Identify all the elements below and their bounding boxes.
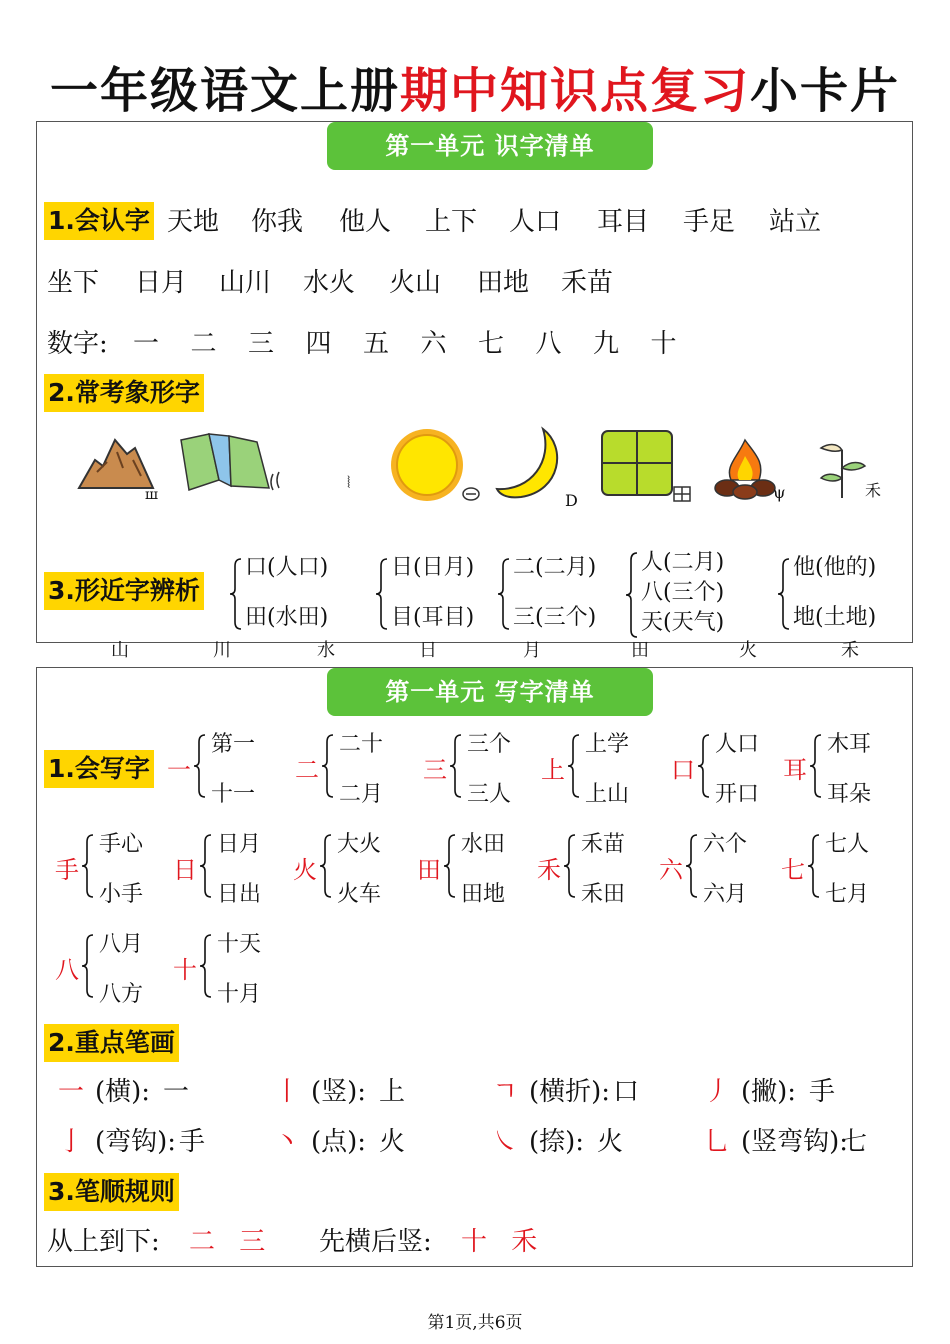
similar-word: 目(耳目) xyxy=(391,605,475,630)
write-word: 田地 xyxy=(461,882,506,907)
similar-word: 人(二月) xyxy=(641,550,725,575)
similar-word: 八(三个) xyxy=(641,580,725,605)
brace-icon xyxy=(777,558,791,630)
similar-word: 天(天气) xyxy=(641,610,725,635)
recognize-word: 你我 xyxy=(251,207,304,237)
write-word: 开口 xyxy=(715,782,760,807)
stroke-mark: 丨 xyxy=(273,1077,300,1107)
recognize-word: 手足 xyxy=(683,207,736,237)
write-char: 上 xyxy=(541,756,565,784)
brace-icon xyxy=(809,734,823,798)
write-word: 十天 xyxy=(217,932,262,957)
pictograph-caption: 山 xyxy=(111,640,129,661)
sec-pictograph-label: 2.常考象形字 xyxy=(44,374,204,412)
pictograph-caption: 川 xyxy=(213,640,231,661)
stroke-name: (横折): xyxy=(529,1077,611,1107)
stroke-name: (撇): xyxy=(741,1077,797,1107)
write-char: 八 xyxy=(55,956,79,984)
write-word: 禾苗 xyxy=(581,832,626,857)
recognize-word: 站立 xyxy=(769,207,822,237)
similar-word: 口(人口) xyxy=(245,555,329,580)
stroke-example: 火 xyxy=(597,1127,624,1157)
card2-banner: 第一单元 写字清单 xyxy=(327,668,653,716)
stroke-example: 上 xyxy=(379,1077,406,1107)
sec-similar-label: 3.形近字辨析 xyxy=(44,572,204,610)
write-word: 日月 xyxy=(217,832,262,857)
sec-write-label: 1.会写字 xyxy=(44,750,154,788)
stroke-mark: 丶 xyxy=(273,1127,300,1157)
brace-icon xyxy=(81,834,95,898)
write-word: 人口 xyxy=(715,732,760,757)
write-word: 八方 xyxy=(99,982,144,1007)
pictograph-caption: 田 xyxy=(631,640,649,661)
digit-char: 八 xyxy=(535,329,562,359)
stroke-example: 七 xyxy=(841,1127,868,1157)
card1-banner: 第一单元 识字清单 xyxy=(327,122,653,170)
sec-strokes-label: 2.重点笔画 xyxy=(44,1024,179,1062)
brace-icon xyxy=(697,734,711,798)
field-icon xyxy=(599,428,675,498)
rule1-label: 从上到下: xyxy=(47,1227,160,1257)
rule2-example: 十 禾 xyxy=(461,1227,546,1257)
write-char: 田 xyxy=(417,856,441,884)
similar-word: 地(土地) xyxy=(793,605,877,630)
digit-char: 七 xyxy=(478,329,505,359)
digit-char: 十 xyxy=(650,329,677,359)
write-word: 十一 xyxy=(211,782,256,807)
recognize-word: 禾苗 xyxy=(561,268,614,298)
stroke-mark: 亅 xyxy=(57,1127,84,1157)
write-word: 小手 xyxy=(99,882,144,907)
stroke-name: (弯钩): xyxy=(95,1127,177,1157)
write-char: 耳 xyxy=(783,756,807,784)
sec-recognize-label: 1.会认字 xyxy=(44,202,154,240)
recognize-word: 天地 xyxy=(167,207,220,237)
moon-icon xyxy=(497,427,567,499)
recognize-word: 水火 xyxy=(303,268,356,298)
write-char: 二 xyxy=(295,756,319,784)
write-word: 六个 xyxy=(703,832,748,857)
write-char: 十 xyxy=(173,956,197,984)
fire-icon xyxy=(713,436,777,500)
write-word: 禾田 xyxy=(581,882,626,907)
write-word: 六月 xyxy=(703,882,748,907)
stroke-name: (竖弯钩): xyxy=(741,1127,849,1157)
write-word: 日出 xyxy=(217,882,262,907)
water-glyph-icon: ⦚ xyxy=(347,473,351,492)
title-part2: 期中知识点复习 xyxy=(399,63,750,119)
brace-icon xyxy=(199,834,213,898)
stroke-name: (点): xyxy=(311,1127,367,1157)
recognize-word: 火山 xyxy=(389,268,442,298)
digit-char: 六 xyxy=(420,329,447,359)
brace-icon xyxy=(567,734,581,798)
write-word: 手心 xyxy=(99,832,144,857)
write-word: 十月 xyxy=(217,982,262,1007)
write-word: 二月 xyxy=(339,782,384,807)
page-footer: 第1页,共6页 xyxy=(427,1313,523,1333)
sun-glyph-icon xyxy=(461,486,481,502)
sec-order-label: 3.笔顺规则 xyxy=(44,1173,179,1211)
write-word: 木耳 xyxy=(827,732,872,757)
title-part3: 小卡片 xyxy=(750,63,901,119)
write-word: 大火 xyxy=(337,832,382,857)
recognize-word: 日月 xyxy=(135,268,188,298)
brace-icon xyxy=(443,834,457,898)
write-word: 水田 xyxy=(461,832,506,857)
write-word: 八月 xyxy=(99,932,144,957)
write-word: 三人 xyxy=(467,782,512,807)
river-icon xyxy=(179,430,289,502)
write-word: 上山 xyxy=(585,782,630,807)
write-word: 耳朵 xyxy=(827,782,872,807)
brace-icon xyxy=(375,558,389,630)
stroke-mark: 一 xyxy=(57,1077,84,1107)
recognize-word: 耳目 xyxy=(597,207,650,237)
brace-icon xyxy=(685,834,699,898)
write-char: 一 xyxy=(167,756,191,784)
pictograph-caption: 月 xyxy=(523,640,541,661)
pictograph-caption: 水 xyxy=(317,640,335,661)
write-word: 七月 xyxy=(825,882,870,907)
sun-icon xyxy=(389,427,465,503)
recognize-word: 人口 xyxy=(509,207,562,237)
brace-icon xyxy=(625,552,639,638)
write-char: 禾 xyxy=(537,856,561,884)
card-recognize xyxy=(36,121,913,661)
grain-icon xyxy=(817,438,867,500)
stroke-mark: ㇏ xyxy=(491,1127,518,1157)
mountain-glyph-icon: ш xyxy=(145,487,159,503)
page-title xyxy=(0,52,950,121)
brace-icon xyxy=(563,834,577,898)
brace-icon xyxy=(321,734,335,798)
stroke-example: 口 xyxy=(613,1077,640,1107)
write-word: 七人 xyxy=(825,832,870,857)
pictograph-caption: 日 xyxy=(419,640,437,661)
rule2-label: 先横后竖: xyxy=(319,1227,432,1257)
similar-word: 三(三个) xyxy=(513,605,597,630)
brace-icon xyxy=(497,558,511,630)
digit-char: 三 xyxy=(248,329,275,359)
write-word: 二十 xyxy=(339,732,384,757)
pictograph-caption: 火 xyxy=(739,640,757,661)
fire-glyph-icon: ψ xyxy=(773,483,786,502)
digit-char: 二 xyxy=(190,329,217,359)
stroke-mark: 乚 xyxy=(703,1127,730,1157)
stroke-mark: ㄱ xyxy=(492,1077,518,1107)
stroke-example: 手 xyxy=(179,1127,206,1157)
recognize-word: 他人 xyxy=(339,207,392,237)
write-word: 上学 xyxy=(585,732,630,757)
card-write xyxy=(36,667,913,1267)
digit-char: 四 xyxy=(305,329,332,359)
digit-char: 九 xyxy=(593,329,620,359)
similar-word: 他(他的) xyxy=(793,555,877,580)
stroke-name: (横): xyxy=(95,1077,151,1107)
write-word: 第一 xyxy=(211,732,256,757)
field-glyph-icon xyxy=(673,486,691,502)
recognize-word: 坐下 xyxy=(47,268,100,298)
brace-icon xyxy=(807,834,821,898)
write-char: 三 xyxy=(423,756,447,784)
write-char: 手 xyxy=(55,856,79,884)
rule1-example: 二 三 xyxy=(189,1227,274,1257)
digit-char: 五 xyxy=(363,329,390,359)
stroke-name: (捺): xyxy=(529,1127,585,1157)
brace-icon xyxy=(449,734,463,798)
brace-icon xyxy=(193,734,207,798)
stroke-name: (竖): xyxy=(311,1077,367,1107)
write-char: 火 xyxy=(293,856,317,884)
stroke-example: 一 xyxy=(163,1077,190,1107)
stroke-example: 火 xyxy=(379,1127,406,1157)
digit-char: 一 xyxy=(133,329,160,359)
digits-label: 数字: xyxy=(47,329,108,359)
similar-word: 田(水田) xyxy=(245,605,329,630)
write-word: 火车 xyxy=(337,882,382,907)
recognize-word: 上下 xyxy=(425,207,478,237)
similar-word: 日(日月) xyxy=(391,555,475,580)
write-word: 三个 xyxy=(467,732,512,757)
pictograph-caption: 禾 xyxy=(841,640,859,661)
recognize-word: 山川 xyxy=(219,268,272,298)
title-part1: 一年级语文上册 xyxy=(49,63,400,119)
stroke-mark: 丿 xyxy=(703,1077,730,1107)
brace-icon xyxy=(81,934,95,998)
recognize-word: 田地 xyxy=(477,268,530,298)
write-char: 日 xyxy=(173,856,197,884)
stroke-example: 手 xyxy=(809,1077,836,1107)
grain-glyph-icon: 禾 xyxy=(865,481,882,500)
brace-icon xyxy=(199,934,213,998)
moon-glyph-icon: D xyxy=(565,491,578,510)
similar-word: 二(二月) xyxy=(513,555,597,580)
brace-icon xyxy=(319,834,333,898)
brace-icon xyxy=(229,558,243,630)
write-char: 口 xyxy=(671,756,695,784)
write-char: 七 xyxy=(781,856,805,884)
write-char: 六 xyxy=(659,856,683,884)
